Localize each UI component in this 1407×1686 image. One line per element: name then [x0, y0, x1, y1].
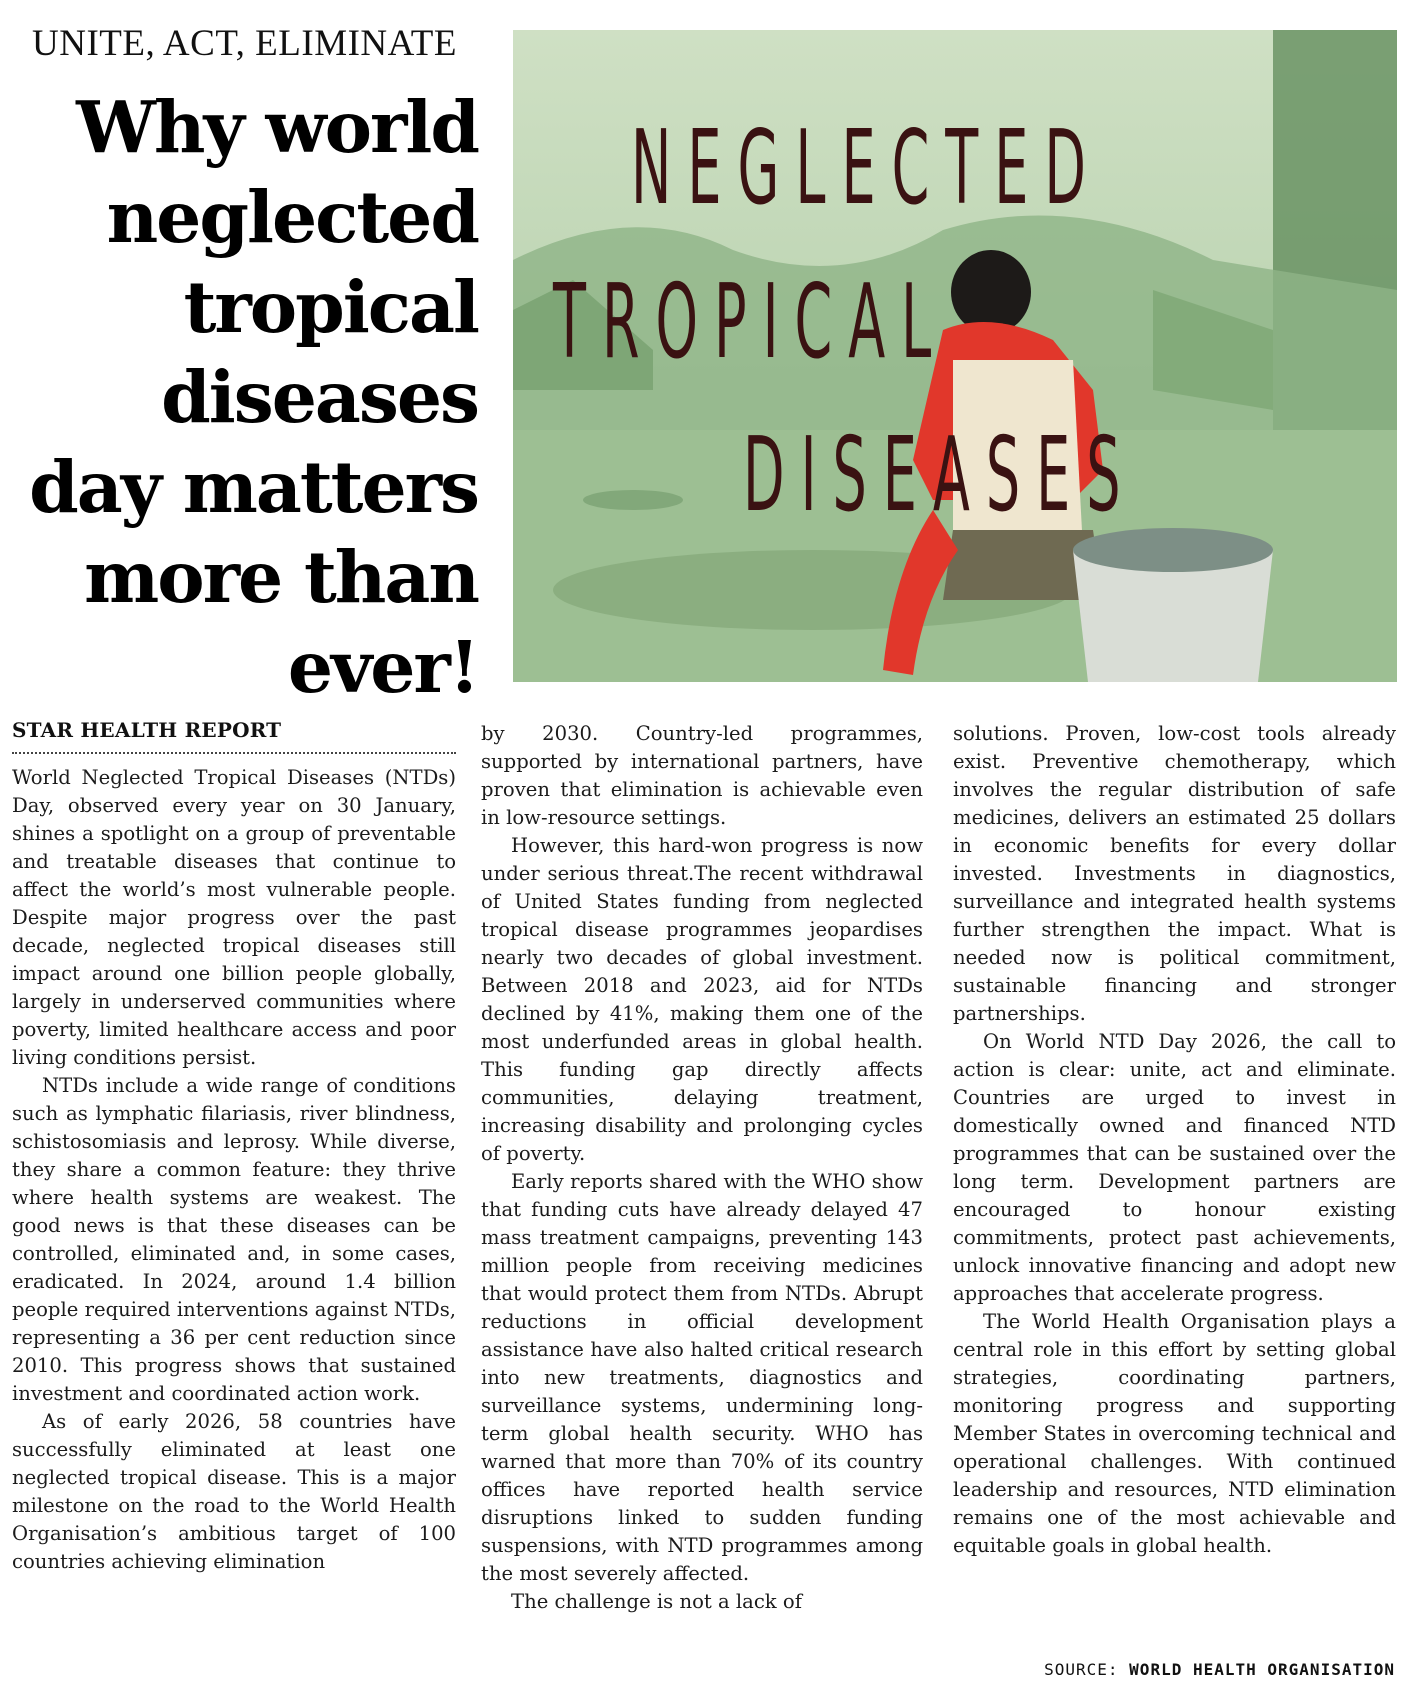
illustration-line: TROPICAL: [553, 262, 948, 382]
byline: STAR HEALTH REPORT: [12, 718, 282, 742]
article-paragraph: solutions. Proven, low-cost tools already exist. Preventive chemotherapy, which involves the regular distribution of safe medicines, delivers an estimated 25 dollars in economic benefits for every dollar invested. Investments in diagnostics, surveillance and integrated health systems further strengthen the impact. What is needed now is political commitment, sustainable financing and stronger partnerships.: [953, 722, 1396, 1025]
illustration: [513, 30, 1397, 682]
source-label: SOURCE:: [1044, 1660, 1119, 1679]
article-paragraph: The World Health Organisation plays a central role in this effort by setting global strategies, coordinating partners, monitoring progress and supporting Member States in overcoming technical and operational challenges. With continued leadership and resources, NTD elimination remains one of the most achievable and equitable goals in global health.: [953, 1310, 1396, 1557]
article-paragraph: The challenge is not a lack of: [511, 1590, 802, 1613]
article-paragraph: NTDs include a wide range of conditions such as lymphatic filariasis, river blindness, schistosomiasis and leprosy. While diverse, they share a common feature: they thrive where health systems are weakest. The good news is that these diseases can be controlled, eliminated and, in some cases, eradicated. In 2024, around 1.4 billion people required interventions against NTDs, representing a 36 per cent reduction since 2010. This progress shows that sustained investment and coordinated action work.: [12, 1074, 456, 1405]
byline-divider: [12, 752, 456, 754]
source-credit: [1044, 1660, 1395, 1679]
article-column-1: [12, 764, 456, 1576]
headline: Why world neglected tropical diseases day matters more than ever!: [29, 85, 478, 709]
illustration-line: DISEASES: [743, 415, 1137, 535]
article-column-3: [953, 720, 1396, 1560]
article-paragraph: Early reports shared with the WHO show that funding cuts have already delayed 47 mass treatment campaigns, preventing 143 million people from receiving medicines that would protect them from NTDs. Abrupt reductions in official development assistance have also halted critical research into new treatments, diagnostics and surveillance systems, undermining long-term global health security. WHO has warned that more than 70% of its country offices have reported health service disruptions linked to sudden funding suspensions, with NTD programmes among the most severely affected.: [481, 1170, 923, 1585]
illustration-line: NEGLECTED: [631, 108, 1102, 228]
article-column-2: [481, 720, 923, 1616]
article-paragraph: On World NTD Day 2026, the call to action is clear: unite, act and eliminate. Countries are urged to invest in domestically owned and financed NTD programmes that can be sustained over the long term. Development partners are encouraged to honour existing commitments, protect past achievements, unlock innovative financing and adopt new approaches that accelerate progress.: [953, 1030, 1396, 1305]
article-paragraph: However, this hard-won progress is now under serious threat.The recent withdrawal of United States funding from neglected tropical disease programmes jeopardises nearly two decades of global investment. Between 2018 and 2023, aid for NTDs declined by 41%, making them one of the most underfunded areas in global health. This funding gap directly affects communities, delaying treatment, increasing disability and prolonging cycles of poverty.: [481, 834, 923, 1165]
article-paragraph: World Neglected Tropical Diseases (NTDs) Day, observed every year on 30 January, shines a spotlight on a group of preventable and treatable diseases that continue to affect the world’s most vulnerable people. Despite major progress over the past decade, neglected tropical diseases still impact around one billion people globally, largely in underserved communities where poverty, limited healthcare access and poor living conditions persist.: [12, 766, 456, 1069]
article-paragraph: by 2030. Country-led programmes, supported by international partners, have proven that elimination is achievable even in low-resource settings.: [481, 722, 923, 829]
source-name: WORLD HEALTH ORGANISATION: [1129, 1660, 1395, 1679]
article-paragraph: As of early 2026, 58 countries have successfully eliminated at least one neglected tropical disease. This is a major milestone on the road to the World Health Organisation’s ambitious target of 100 countries achieving elimination: [12, 1410, 456, 1573]
kicker: UNITE, ACT, ELIMINATE: [32, 23, 457, 64]
